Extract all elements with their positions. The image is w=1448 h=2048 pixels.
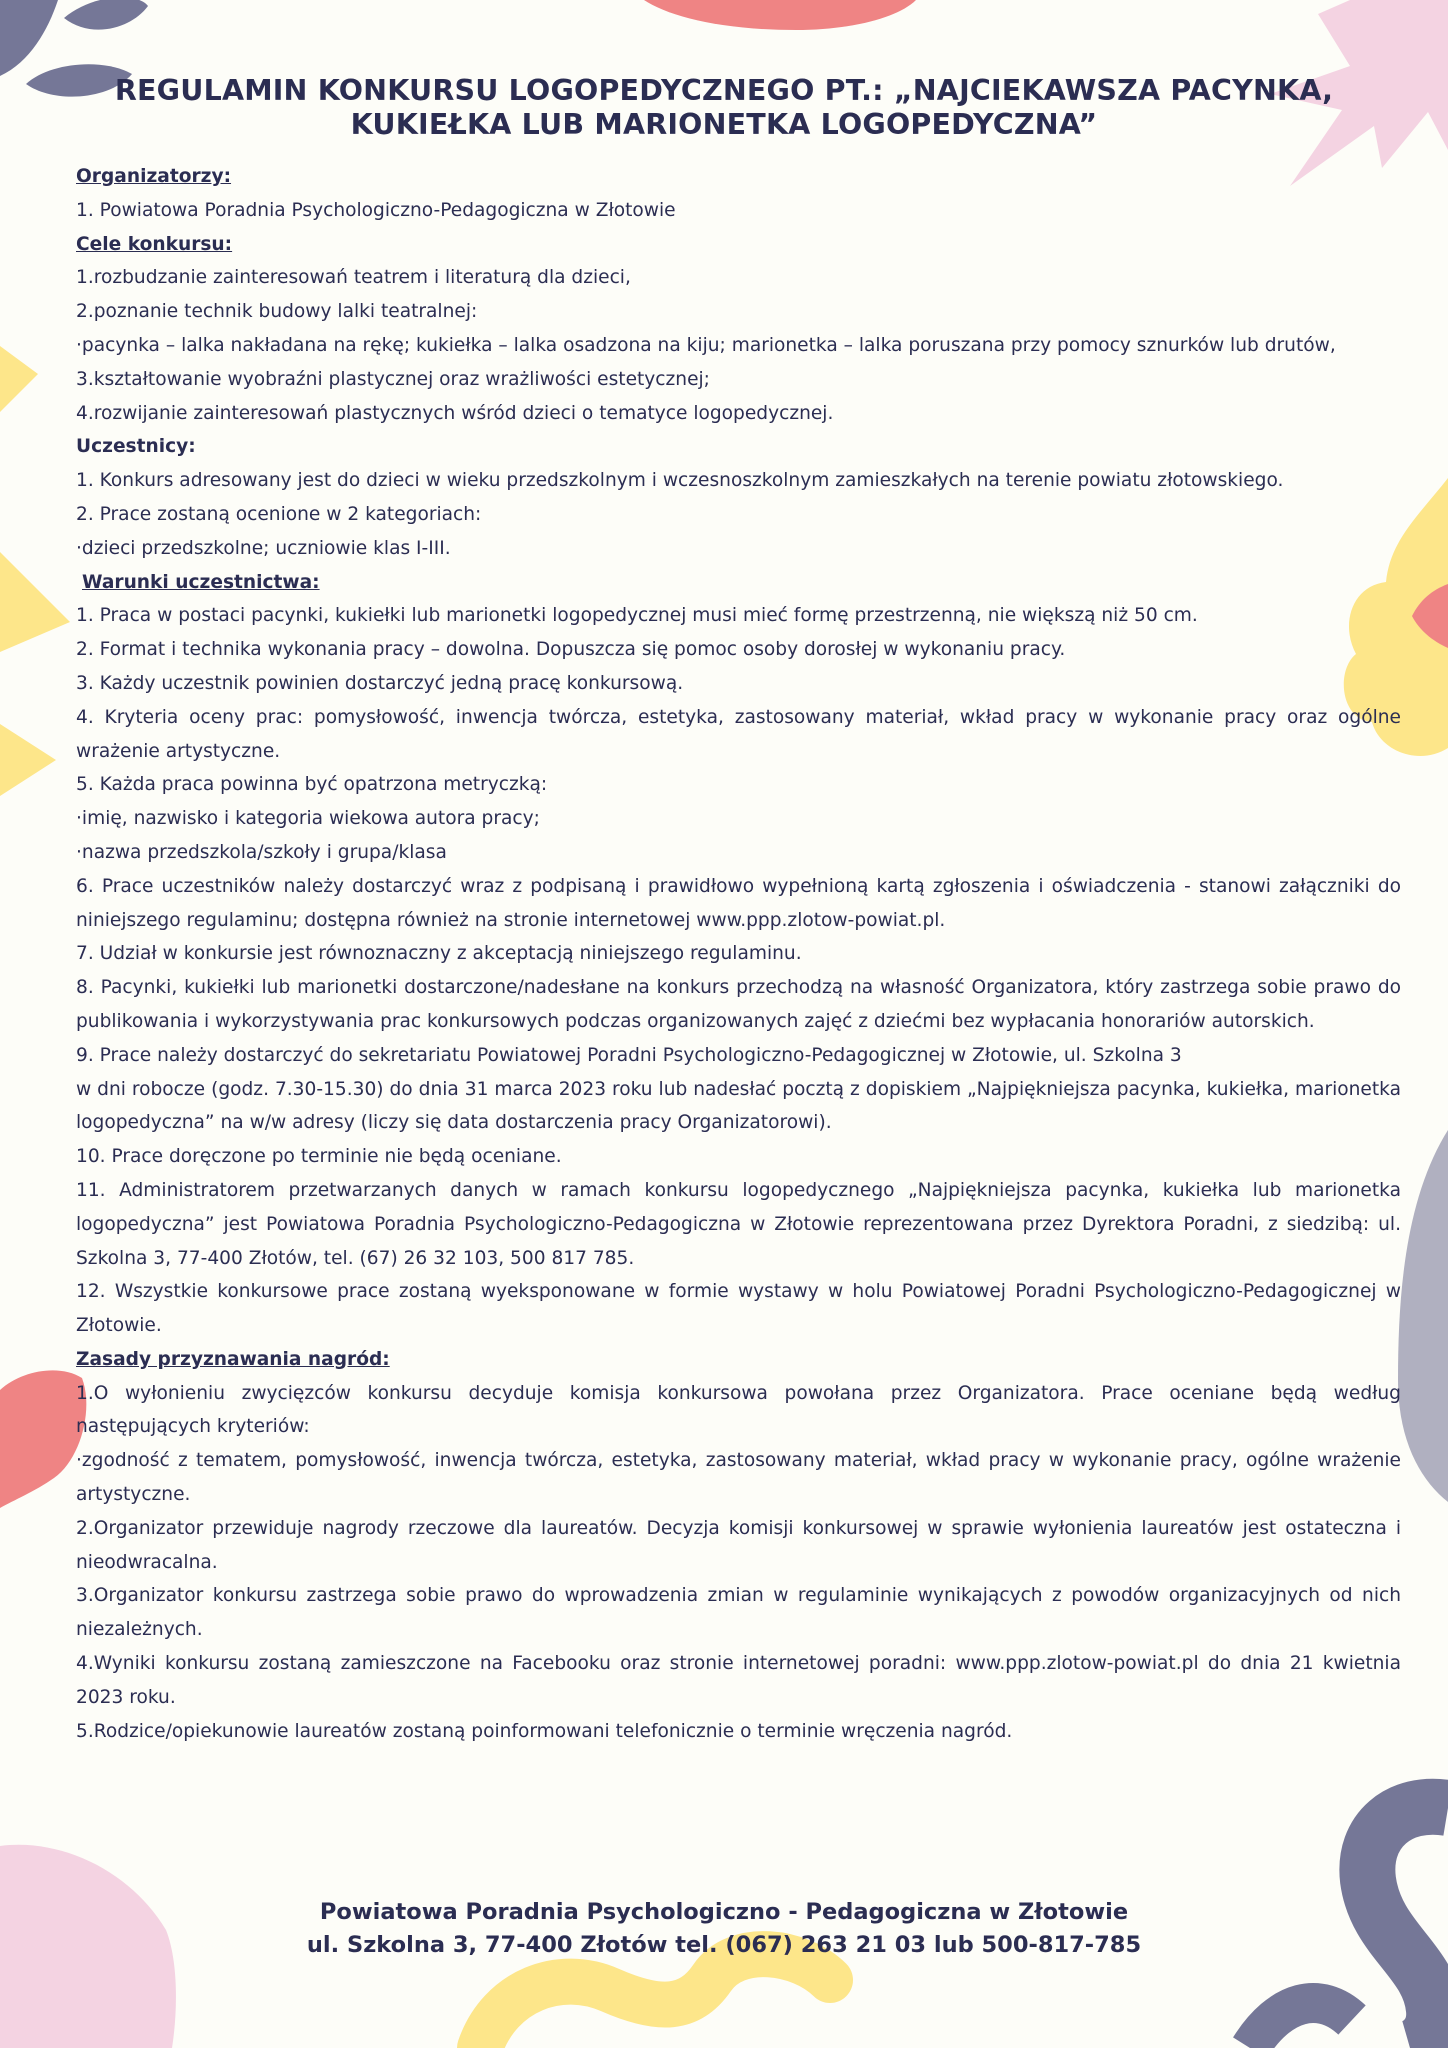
yellow-triangle-left-2 [0,552,70,652]
slate-blob-top-left [0,0,58,76]
coral-blob-left [0,1370,86,1508]
conditions-item-9-continued: w dni robocze (godz. 7.30-15.30) do dnia 31 marca 2023 roku lub nadesłać pocztą z dopiskiem „Najpiękniejsza pacynka, kukiełka, marionetka logopedyczna” na w/w adresy (liczy się data dostarczenia pracy Organizatorowi). [76,1078,1401,1134]
slate-arc-bottom-right [1250,2003,1352,2048]
conditions-item-1: 1. Praca w postaci pacynki, kukiełki lub marionetki logopedycznej musi mieć formę przestrzenną, nie większą niż 50 cm. [76,605,1198,627]
conditions-item-5-detail-2: ·nazwa przedszkola/szkoły i grupa/klasa [76,841,447,863]
regulation-body [76,160,1401,1748]
yellow-triangle-left-1 [0,346,38,412]
heading-conditions: Warunki uczestnictwa: [82,571,320,593]
conditions-item-6: 6. Prace uczestników należy dostarczyć wraz z podpisaną i prawidłowo wypełnioną kartą zgłoszenia i oświadczenia - stanowi załączniki do niniejszego regulaminu; dostępna również na stronie internetowej www.ppp.zlotow-powiat.pl. [76,875,1401,931]
participants-item-2: 2. Prace zostaną ocenione w 2 kategoriach: [76,503,482,525]
participants-item-2-detail: ·dzieci przedszkolne; uczniowie klas I-III. [76,537,451,559]
goals-item-2: 2.poznanie technik budowy lalki teatralnej: [76,301,478,323]
footer-line-2: ul. Szkolna 3, 77-400 Złotów tel. (067) 263 21 03 lub 500-817-785 [306,1932,1142,1958]
footer-contact [0,1896,1448,1962]
awards-item-2: 2.Organizator przewiduje nagrody rzeczowe dla laureatów. Decyzja komisji konkursowej w sprawie wyłonienia laureatów jest ostateczna i nieodwracalna. [76,1517,1401,1573]
coral-blob-top [644,0,916,30]
awards-item-3: 3.Organizator konkursu zastrzega sobie prawo do wprowadzenia zmian w regulaminie wynikających z powodów organizacyjnych od nich niezależnych. [76,1585,1401,1641]
conditions-item-10: 10. Prace doręczone po terminie nie będą oceniane. [76,1146,562,1168]
conditions-item-5: 5. Każda praca powinna być opatrzona metryczką: [76,774,548,796]
conditions-item-5-detail-1: ·imię, nazwisko i kategoria wiekowa autora pracy; [76,808,540,830]
page-title [70,74,1378,142]
awards-item-1: 1.O wyłonieniu zwycięzców konkursu decyduje komisja konkursowa powołana przez Organizatora. Prace oceniane będą według następujących kryteriów: [76,1382,1401,1438]
awards-item-1-detail: ·zgodność z tematem, pomysłowość, inwencja twórcza, estetyka, zastosowany materiał, wkład pracy w wykonanie pracy, ogólne wrażenie artystyczne. [76,1450,1401,1506]
title-line-2: KUKIEŁKA LUB MARIONETKA LOGOPEDYCZNA” [350,108,1098,141]
slate-leaf-top-left [64,0,148,30]
goals-item-4: 4.rozwijanie zainteresowań plastycznych wśród dzieci o tematyce logopedycznej. [76,402,834,424]
yellow-squiggle-bottom [480,1954,830,2048]
organizers-item-1: 1. Powiatowa Poradnia Psychologiczno-Pedagogiczna w Złotowie [76,199,676,221]
heading-participants: Uczestnicy: [76,436,196,458]
footer-line-1: Powiatowa Poradnia Psychologiczno - Pedagogiczna w Złotowie [319,1899,1129,1925]
conditions-item-4: 4. Kryteria oceny prac: pomysłowość, inwencja twórcza, estetyka, zastosowany materiał, wkład pracy w wykonanie pracy oraz ogólne wrażenie artystyczne. [76,706,1401,762]
gray-shape-right [1398,1130,1448,1502]
conditions-item-3: 3. Każdy uczestnik powinien dostarczyć jedną pracę konkursową. [76,672,684,694]
goals-item-3: 3.kształtowanie wyobraźni plastycznej oraz wrażliwości estetycznej; [76,368,710,390]
participants-item-1: 1. Konkurs adresowany jest do dzieci w wieku przedszkolnym i wczesnoszkolnym zamieszkałych na terenie powiatu złotowskiego. [76,470,1284,492]
goals-item-2-detail: ·pacynka – lalka nakładana na rękę; kukiełka – lalka osadzona na kiju; marionetka – lalka poruszana przy pomocy sznurków lub drutów, [76,334,1336,356]
yellow-triangle-left-3 [0,724,56,796]
heading-goals: Cele konkursu: [76,233,233,255]
goals-item-1: 1.rozbudzanie zainteresowań teatrem i literaturą dla dzieci, [76,267,631,289]
heading-awards: Zasady przyznawania nagród: [76,1348,390,1370]
title-line-1: REGULAMIN KONKURSU LOGOPEDYCZNEGO PT.: „NAJCIEKAWSZA PACYNKA, [114,74,1334,107]
conditions-item-11: 11. Administratorem przetwarzanych danych w ramach konkursu logopedycznego „Najpiękniejsza pacynka, kukiełka lub marionetka logopedyczna” jest Powiatowa Poradnia Psychologiczno-Pedagogiczna w Złotowie reprezentowana przez Dyrektora Poradni, z siedzibą: ul. Szkolna 3, 77-400 Złotów, tel. (67) 26 32 103, 500 817 785. [76,1179,1401,1269]
awards-item-4: 4.Wyniki konkursu zostaną zamieszczone na Facebooku oraz stronie internetowej poradni: www.ppp.zlotow-powiat.pl do dnia 21 kwietnia 2023 roku. [76,1653,1401,1708]
conditions-item-8: 8. Pacynki, kukiełki lub marionetki dostarczone/nadesłane na konkurs przechodzą na własność Organizatora, który zastrzega sobie prawo do publikowania i wykorzystywania prac konkursowych podczas organizowanych zajęć z dziećmi bez wypłacania honorariów autorskich. [76,977,1401,1032]
conditions-item-7: 7. Udział w konkursie jest równoznaczny z akceptacją niniejszego regulaminu. [76,943,802,965]
heading-organizers: Organizatorzy: [76,166,232,187]
conditions-item-9: 9. Prace należy dostarczyć do sekretariatu Powiatowej Poradni Psychologiczno-Pedagogicznej w Złotowie, ul. Szkolna 3 [76,1044,1182,1066]
conditions-item-12: 12. Wszystkie konkursowe prace zostaną wyeksponowane w formie wystawy w holu Powiatowej Poradni Psychologiczno-Pedagogicznej w Złotowie. [76,1281,1401,1337]
awards-item-5: 5.Rodzice/opiekunowie laureatów zostaną poinformowani telefonicznie o terminie wręczenia nagród. [76,1720,1013,1742]
conditions-item-2: 2. Format i technika wykonania pracy – dowolna. Dopuszcza się pomoc osoby dorosłej w wykonaniu pracy. [76,639,1066,661]
